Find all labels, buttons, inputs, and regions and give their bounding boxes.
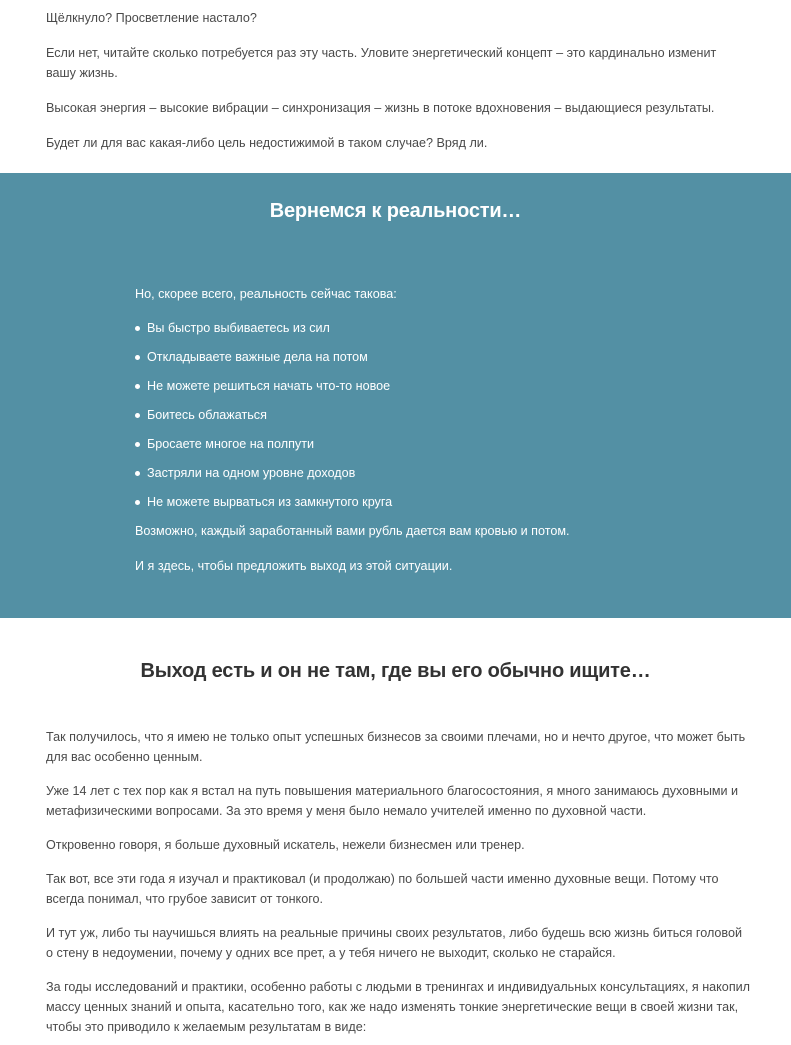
top-paragraph-4: Будет ли для вас какая-либо цель недостижимой в таком случае? Вряд ли. <box>46 136 488 150</box>
bullet-icon <box>135 413 140 418</box>
exit-paragraph-3: Откровенно говоря, я больше духовный искатель, нежели бизнесмен или тренер. <box>46 838 525 852</box>
bullet-icon <box>135 326 140 331</box>
list-item <box>135 492 675 512</box>
reality-outro-2: И я здесь, чтобы предложить выход из этой ситуации. <box>135 559 453 573</box>
reality-intro: Но, скорее всего, реальность сейчас такова: <box>135 287 397 301</box>
reality-list <box>135 318 675 512</box>
list-item-text: Не можете решиться начать что-то новое <box>147 379 391 393</box>
exit-title: Выход есть и он не там, где вы его обычно ищите… <box>140 660 651 682</box>
list-item <box>135 463 675 483</box>
exit-paragraph-1: Так получилось, что я имею не только опыт успешных бизнесов за своими плечами, но и нечто другое, что может быть для вас особенно ценным. <box>46 730 746 764</box>
bullet-icon <box>135 355 140 360</box>
list-item <box>135 434 675 454</box>
exit-paragraph-6: За годы исследований и практики, особенно работы с людьми в тренингах и индивидуальных консультациях, я накопил массу ценных знаний и опыта, касательно того, как же надо изменять тонкие энергетические вещи в своей жизни так, чтобы это приводило к желаемым результатам в виде: <box>46 980 751 1034</box>
top-paragraph-2: Если нет, читайте сколько потребуется раз эту часть. Уловите энергетический концепт – это кардинально изменит вашу жизнь. <box>46 46 717 80</box>
list-item-text: Вы быстро выбиваетесь из сил <box>147 321 330 335</box>
list-item-text: Боитесь облажаться <box>147 408 267 422</box>
exit-paragraph-5: И тут уж, либо ты научишься влиять на реальные причины своих результатов, либо будешь всю жизнь биться головой о стену в недоумении, почему у одних все прет, а у тебя ничего не выходит, сколько не старайся. <box>46 926 743 960</box>
exit-section <box>46 727 751 1045</box>
bullet-icon <box>135 442 140 447</box>
top-paragraph-1: Щёлкнуло? Просветление настало? <box>46 11 257 25</box>
list-item <box>135 318 675 338</box>
bullet-icon <box>135 500 140 505</box>
exit-paragraph-2: Уже 14 лет с тех пор как я встал на путь повышения материального благосостояния, я много занимаюсь духовными и метафизическими вопросами. За это время у меня было немало учителей именно по духовной части. <box>46 784 739 818</box>
top-paragraph-3: Высокая энергия – высокие вибрации – синхронизация – жизнь в потоке вдохновения – выдающиеся результаты. <box>46 101 715 115</box>
list-item-text: Застряли на одном уровне доходов <box>147 466 356 480</box>
bullet-icon <box>135 384 140 389</box>
list-item <box>135 405 675 425</box>
list-item <box>135 347 675 367</box>
bullet-icon <box>135 471 140 476</box>
list-item-text: Бросаете многое на полпути <box>147 437 315 451</box>
list-item <box>135 376 675 396</box>
exit-paragraph-4: Так вот, все эти года я изучал и практиковал (и продолжаю) по большей части именно духовные вещи. Потому что всегда понимал, что грубое зависит от тонкого. <box>46 872 719 906</box>
list-item-text: Не можете вырваться из замкнутого круга <box>147 495 393 509</box>
list-item-text: Откладываете важные дела на потом <box>147 350 368 364</box>
top-section <box>0 0 791 153</box>
reality-outro-1: Возможно, каждый заработанный вами рубль дается вам кровью и потом. <box>135 524 570 538</box>
reality-body <box>135 284 675 591</box>
reality-title: Вернемся к реальности… <box>269 200 522 222</box>
